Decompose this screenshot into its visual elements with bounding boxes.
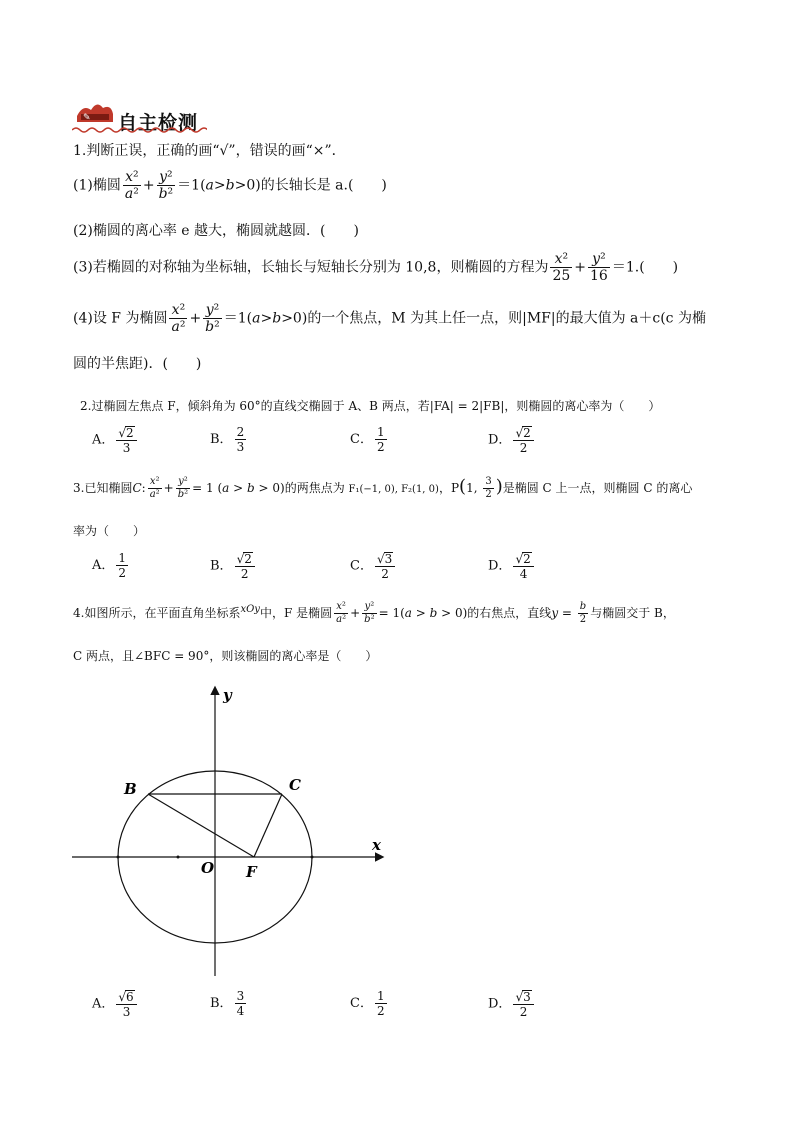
option-fraction: $\frac{√6}{3}$ — [116, 990, 136, 1018]
label-x: x — [372, 836, 381, 854]
q4-option-c[interactable] — [350, 990, 389, 1017]
q4-mid1: 中，F 是椭圆 — [259, 606, 333, 620]
option-label: A． — [92, 996, 115, 1012]
q2-option-c[interactable] — [350, 426, 389, 453]
svg-text:✎: ✎ — [83, 113, 91, 123]
ellipse-figure — [60, 680, 400, 980]
q2-option-b[interactable] — [210, 426, 248, 453]
q1-s4-prefix: (4)设 F 为椭圆 — [73, 310, 168, 327]
option-fraction: $\frac{√3}{2}$ — [375, 552, 395, 580]
q1-statement-4: (4)设 F 为椭圆 $\frac{\text{x²}}{\text{a²}}$ + $\frac{\text{y²}}{\text{b²}}$ ＝1(a>b>0)的一个焦点，M 为其上任一点，则|MF|的最大值为 a＋c(c 为椭 — [73, 302, 706, 335]
header-ornament-icon — [73, 96, 117, 130]
q4-xoy: xOy — [240, 604, 260, 615]
q1-s3-suffix: ＝1.( ) — [611, 259, 679, 276]
q3-mid: 的两焦点为 — [284, 481, 345, 495]
q3-option-c[interactable] — [350, 552, 397, 580]
label-B: B — [124, 780, 137, 798]
option-label: B． — [210, 996, 233, 1011]
option-label: C． — [350, 996, 373, 1011]
option-fraction: $\frac{√2}{3}$ — [116, 426, 136, 454]
option-label: D． — [488, 558, 512, 574]
q3-line2: 率为（ ） — [73, 524, 146, 538]
q1-statement-1: (1)椭圆 $\frac{\text{x²}}{\text{a²}}$ + $\frac{\text{y²}}{\text{b²}}$ ＝1(a>b>0)的长轴长是 a.( ) — [73, 169, 387, 202]
q1-intro: 1.判断正误，正确的画“√”，错误的画“×”． — [73, 143, 346, 159]
option-label: A． — [92, 432, 115, 448]
option-fraction: $\frac{1}{2}$ — [376, 425, 385, 454]
q3-suffix: 是椭圆 C 上一点，则椭圆 C 的离心 — [502, 481, 693, 495]
q1-statement-4-line2: 圆的半焦距)．( ) — [73, 356, 202, 372]
q1-statement-2: (2)椭圆的离心率 e 越大，椭圆就越圆．( ) — [73, 223, 359, 239]
option-fraction: $\frac{√2}{2}$ — [513, 426, 533, 454]
q3-foci: F₁(−1, 0), F₂(1, 0) — [348, 484, 439, 495]
label-F: F — [246, 863, 257, 881]
q3-option-a[interactable] — [92, 552, 130, 579]
q4-prefix: 4.如图所示，在平面直角坐标系 — [73, 606, 241, 620]
option-fraction: $\frac{1}{2}$ — [118, 551, 127, 580]
label-C: C — [289, 776, 301, 794]
section-title: 自主检测 — [118, 112, 199, 134]
q4-mid2: 的右焦点，直线 — [467, 606, 552, 620]
option-label: C． — [350, 558, 373, 574]
q1-s1-suffix: 的长轴长是 a.( ) — [260, 177, 387, 194]
q3-text: 3.已知椭圆C: $\frac{\text{x²}}{\text{a²}}$ + $\frac{\text{y²}}{\text{b²}}$ = 1 (a > b > 0)的两焦点为 F₁(−1, 0), F₂(1, 0)，P(1, $\frac{3}{2}$ )是椭圆 C 上一点，则椭圆 C 的离心 — [73, 476, 693, 500]
option-label: B． — [210, 558, 233, 574]
option-fraction: $\frac{√2}{2}$ — [235, 552, 255, 580]
q1-s3-prefix: (3)若椭圆的对称轴为坐标轴，长轴长与短轴长分别为 10,8，则椭圆的方程为 — [73, 259, 549, 276]
label-O: O — [201, 859, 215, 877]
option-label: D． — [488, 432, 512, 448]
option-fraction: $\frac{√2}{4}$ — [513, 552, 533, 580]
q4-suffix: 与椭圆交于 B， — [590, 606, 675, 620]
q4-option-a[interactable] — [92, 990, 139, 1018]
q4-option-d[interactable] — [488, 990, 536, 1018]
q2-option-d[interactable] — [488, 426, 536, 454]
q3-point: P — [450, 481, 460, 495]
option-fraction: $\frac{2}{3}$ — [236, 425, 245, 454]
option-label: B． — [210, 432, 233, 447]
q3-option-b[interactable] — [210, 552, 257, 580]
segment-BF — [148, 794, 254, 857]
q4-text: 4.如图所示，在平面直角坐标系$^{xOy}$中，F 是椭圆 $\frac{\text{x²}}{\text{a²}}$ + $\frac{\text{y²}}{\text{b²}}$ = 1(a > b > 0)的右焦点，直线y = $\frac{b}{2}$ 与椭圆交于 B， — [73, 601, 675, 625]
option-fraction: $\frac{1}{2}$ — [376, 989, 385, 1018]
q3-prefix: 3.已知椭圆 — [73, 481, 133, 495]
option-label: D． — [488, 996, 512, 1012]
segment-CF — [254, 794, 282, 857]
q2-option-a[interactable] — [92, 426, 139, 454]
option-label: C． — [350, 432, 373, 447]
q1-statement-3: (3)若椭圆的对称轴为坐标轴，长轴长与短轴长分别为 10,8，则椭圆的方程为 $\frac{\text{x²}}{25}$ + $\frac{\text{y²}}{16}$ ＝1.( ) — [73, 251, 679, 284]
option-label: A． — [92, 558, 115, 573]
title-underline — [72, 126, 207, 134]
q3-option-d[interactable] — [488, 552, 536, 580]
q2-text: 2.过椭圆左焦点 F，倾斜角为 60°的直线交椭圆于 A、B 两点，若|FA| = 2|FB|，则椭圆的离心率为（ ） — [80, 399, 661, 413]
option-fraction: $\frac{3}{4}$ — [236, 989, 245, 1018]
label-y: y — [223, 686, 232, 704]
q4-line2: C 两点，且∠BFC = 90°，则该椭圆的离心率是（ ） — [73, 649, 378, 663]
option-fraction: $\frac{√3}{2}$ — [513, 990, 533, 1018]
q4-option-b[interactable] — [210, 990, 248, 1017]
q1-s4-suffix: 的一个焦点，M 为其上任一点，则|MF|的最大值为 a＋c(c 为椭 — [307, 310, 706, 327]
q1-s1-prefix: (1)椭圆 — [73, 177, 121, 194]
